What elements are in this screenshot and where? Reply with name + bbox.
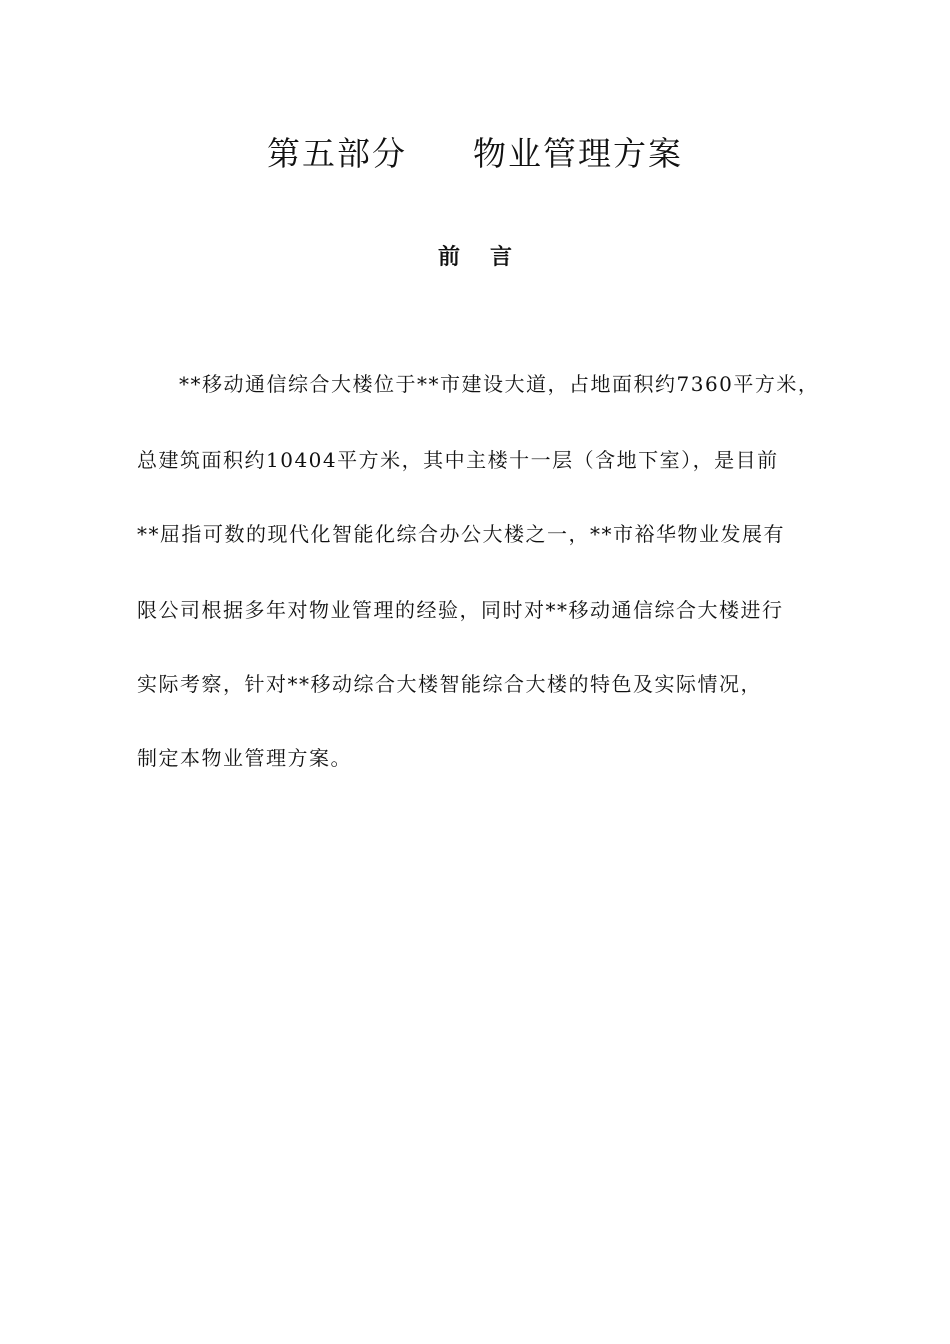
title-main: 物业管理方案 (473, 134, 683, 173)
page-title (0, 128, 950, 175)
paragraph-line-5: 实际考察，针对**移动综合大楼智能综合大楼的特色及实际情况， (137, 672, 762, 696)
paragraph-line-3: **屈指可数的现代化智能化综合办公大楼之一，**市裕华物业发展有 (137, 522, 785, 546)
paragraph-line-4: 限公司根据多年对物业管理的经验，同时对**移动通信综合大楼进行 (137, 598, 784, 622)
paragraph-line-2: 总建筑面积约10404平方米，其中主楼十一层（含地下室），是目前 (137, 448, 779, 472)
paragraph-line-1: **移动通信综合大楼位于**市建设大道，占地面积约7360平方米， (179, 372, 820, 396)
title-part: 第五部分 (267, 134, 407, 173)
section-heading: 前言 (437, 244, 542, 270)
paragraph-line-6: 制定本物业管理方案。 (137, 746, 352, 770)
